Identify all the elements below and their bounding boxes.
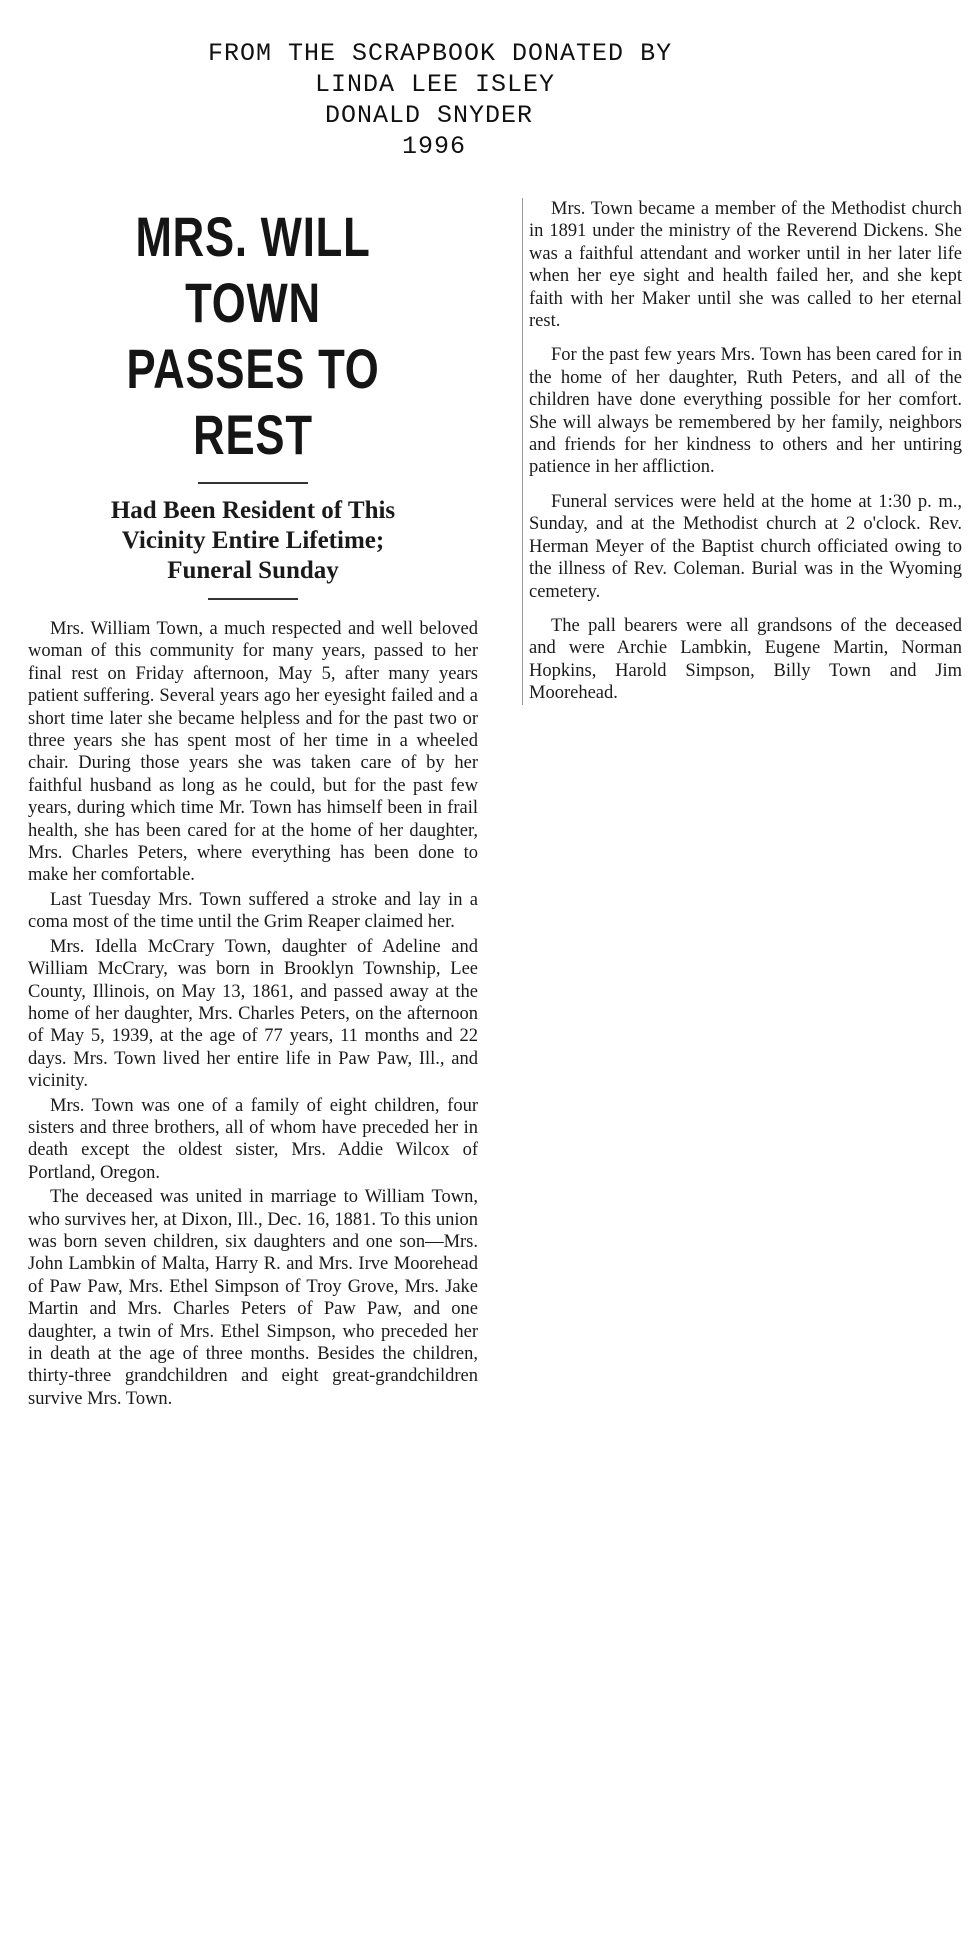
body-paragraph: The deceased was united in marriage to William Town, who survives her, at Dixon, Ill., Dec. 16, 1881. To this union was born seven children, six daughters and one son—Mrs. John Lambkin of Malta, Harry R. and Mrs. Irve Moorehead of Paw Paw, Mrs. Ethel Simpson of Troy Grove, Mrs. Jake Martin and Mrs. Charles Peters of Paw Paw, and one daughter, a twin of Mrs. Ethel Simpson, who preceded her in death at the age of three months. Besides the children, thirty-three grandchildren and eight great-grandchildren survive Mrs. Town. — [28, 1187, 478, 1409]
header-line-4: 1996 — [402, 132, 467, 161]
body-paragraph: Last Tuesday Mrs. Town suffered a stroke and lay in a coma most of the time until the Grim Reaper claimed her. — [28, 889, 478, 933]
article-left-column — [28, 198, 478, 1410]
headline — [78, 204, 429, 468]
article-right-column — [522, 198, 968, 705]
body-paragraph: The pall bearers were all grandsons of the deceased and were Archie Lambkin, Eugene Martin, Norman Hopkins, Harold Simpson, Billy Town and Jim Moorehead. — [529, 615, 962, 704]
body-paragraph: Funeral services were held at the home at 1:30 p. m., Sunday, and at the Methodist church at 2 o'clock. Rev. Herman Meyer of the Baptist church officiated owing to the illness of Rev. Coleman. Burial was in the Wyoming cemetery. — [529, 491, 962, 602]
subhead-line-1: Had Been Resident of This — [110, 497, 396, 524]
header-line-3: DONALD SNYDER — [325, 101, 534, 130]
headline-line-2: PASSES TO REST — [126, 337, 380, 466]
header-line-1: FROM THE SCRAPBOOK DONATED BY — [208, 39, 673, 68]
subheadline — [28, 496, 478, 586]
subhead-divider — [208, 598, 298, 600]
header-line-2: LINDA LEE ISLEY — [315, 70, 556, 99]
body-paragraph: Mrs. Town was one of a family of eight children, four sisters and three brothers, all of whom have preceded her in death except the oldest sister, Mrs. Addie Wilcox of Portland, Oregon. — [28, 1095, 478, 1183]
headline-line-1: MRS. WILL TOWN — [135, 205, 371, 334]
body-paragraph: Mrs. Town became a member of the Methodist church in 1891 under the ministry of the Reverend Dickens. She was a faithful attendant and worker until in her later life when her eye sight and health failed her, and she kept faith with her Maker until she was called to her eternal rest. — [529, 199, 962, 332]
subhead-line-3: Funeral Sunday — [167, 557, 339, 584]
scrapbook-header — [190, 38, 710, 162]
body-paragraph: Mrs. Idella McCrary Town, daughter of Adeline and William McCrary, was born in Brooklyn Township, Lee County, Illinois, on May 13, 1861, and passed away at the home of her daughter, Mrs. Charles Peters, on the afternoon of May 5, 1939, at the age of 77 years, 11 months and 22 days. Mrs. Town lived her entire life in Paw Paw, Ill., and vicinity. — [28, 936, 478, 1092]
headline-divider — [198, 482, 308, 484]
subhead-line-2: Vicinity Entire Lifetime; — [121, 527, 385, 554]
body-paragraph: For the past few years Mrs. Town has been cared for in the home of her daughter, Ruth Peters, and all of the children have done everything possible for her comfort. She will always be remembered by her family, neighbors and friends for her kindness to others and her untiring patience in her affliction. — [529, 345, 962, 478]
body-paragraph: Mrs. William Town, a much respected and well beloved woman of this community for many years, passed to her final rest on Friday afternoon, May 5, after many years patient suffering. Several years ago her eyesight failed and a short time later she became helpless and for the past two or three years she has spent most of her time in a wheeled chair. During those years she was taken care of by her faithful husband as long as he could, but for the past few years, during which time Mr. Town has himself been in frail health, she has been cared for at the home of her daughter, Mrs. Charles Peters, where everything has been done to make her comfortable. — [28, 619, 478, 886]
